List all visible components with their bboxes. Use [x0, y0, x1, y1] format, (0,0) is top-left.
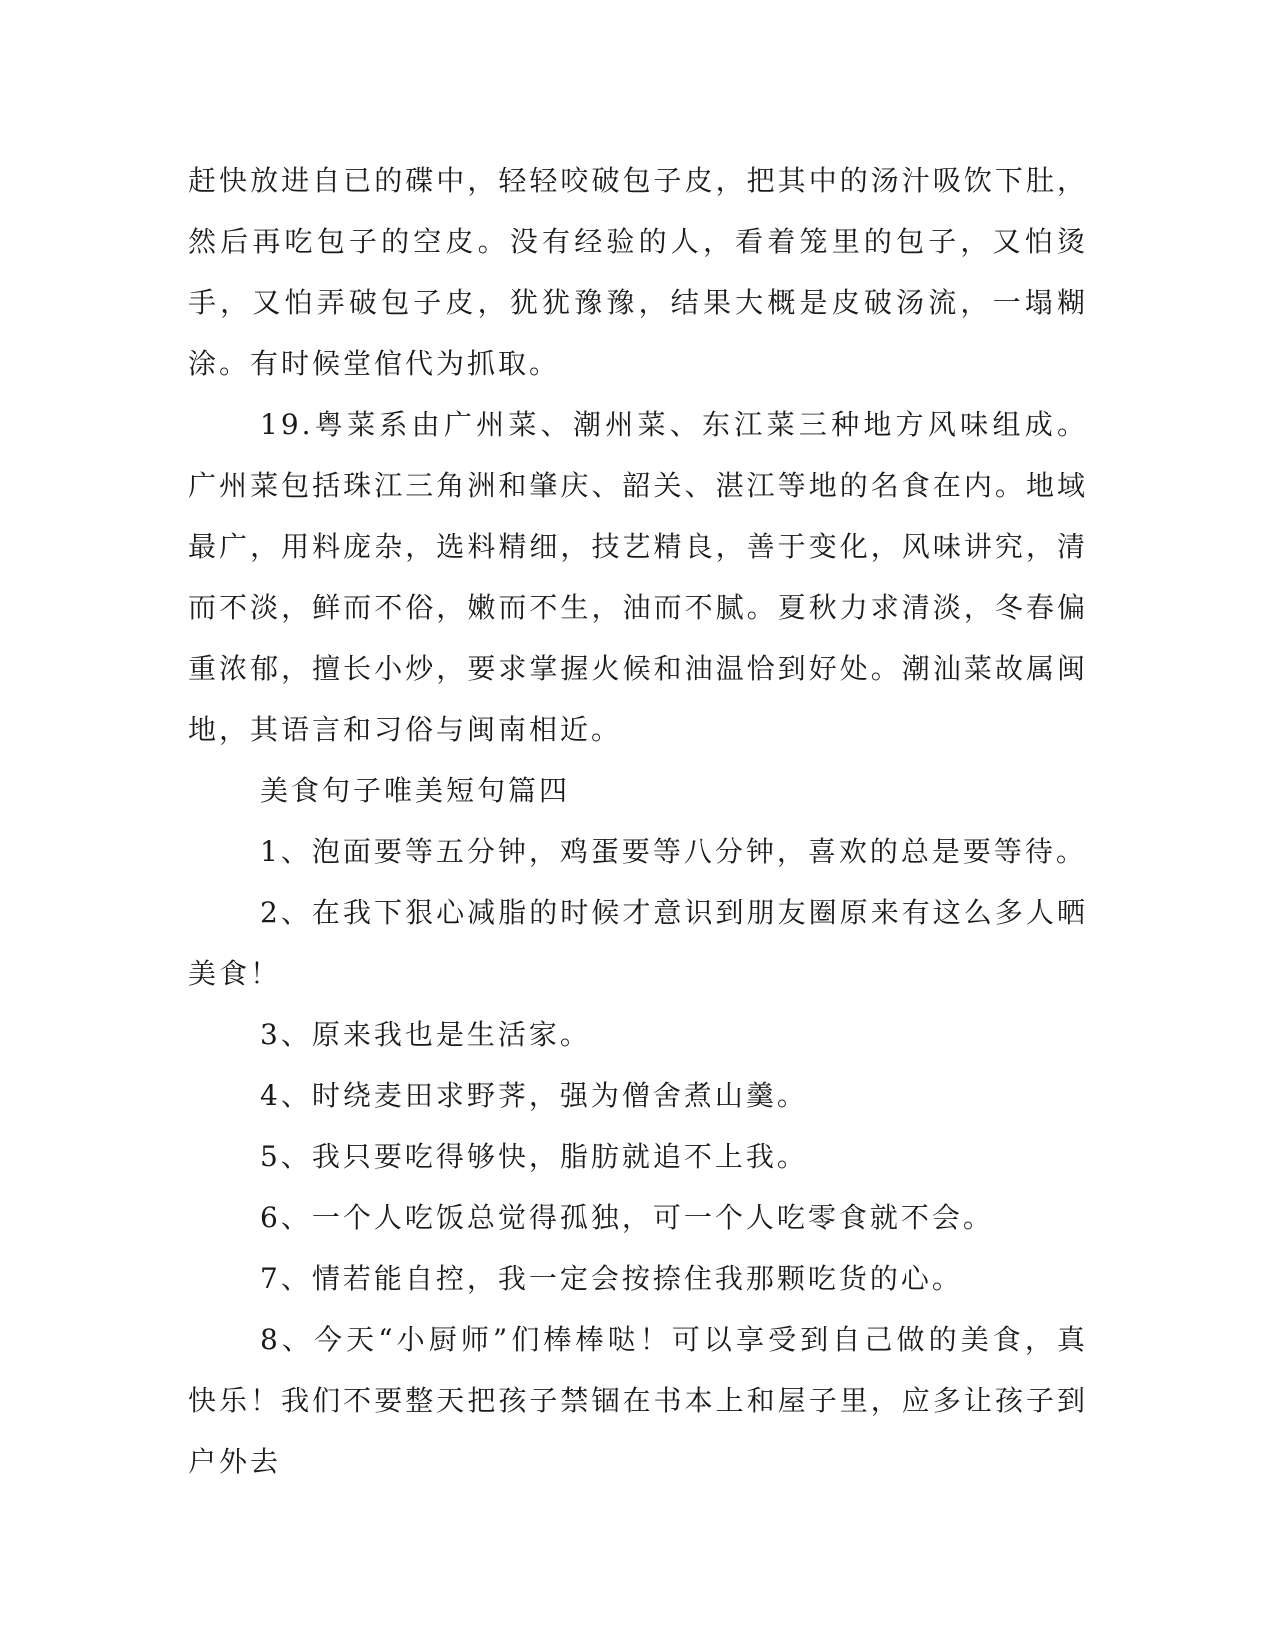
list-item-1: 1、泡面要等五分钟，鸡蛋要等八分钟，喜欢的总是要等待。	[260, 835, 1087, 868]
list-item-4: 4、时绕麦田求野荠，强为僧舍煮山羹。	[260, 1079, 808, 1112]
paragraph-continuation: 赶快放进自已的碟中，轻轻咬破包子皮，把其中的汤汁吸饮下肚，然后再吃包子的空皮。没有经验的人，看着笼里的包子，又怕烫手，又怕弄破包子皮，犹犹豫豫，结果大概是皮破汤流，一塌糊涂。有时候堂倌代为抓取。	[188, 164, 1088, 380]
list-item-7: 7、情若能自控，我一定会按捺住我那颗吃货的心。	[260, 1262, 963, 1295]
list-item-5: 5、我只要吃得够快，脂肪就追不上我。	[260, 1140, 808, 1173]
list-item-6: 6、一个人吃饭总觉得孤独，可一个人吃零食就不会。	[260, 1201, 994, 1234]
list-item-8: 8、今天“小厨师”们棒棒哒！可以享受到自己做的美食，真快乐！我们不要整天把孩子禁锢在书本上和屋子里，应多让孩子到户外去	[188, 1323, 1088, 1478]
list-item-3: 3、原来我也是生活家。	[260, 1018, 591, 1051]
document-body	[188, 150, 1088, 1492]
section-heading: 美食句子唯美短句篇四	[260, 774, 571, 807]
paragraph-19-cantonese-cuisine: 19.粤菜系由广州菜、潮州菜、东江菜三种地方风味组成。广州菜包括珠江三角洲和肇庆、韶关、湛江等地的名食在内。地域最广，用料庞杂，选料精细，技艺精良，善于变化，风味讲究，清而不淡，鲜而不俗，嫩而不生，油而不腻。夏秋力求清淡，冬春偏重浓郁，擅长小炒，要求掌握火候和油温恰到好处。潮汕菜故属闽地，其语言和习俗与闽南相近。	[188, 408, 1088, 746]
list-item-2: 2、在我下狠心减脂的时候才意识到朋友圈原来有这么多人晒美食！	[188, 896, 1088, 990]
